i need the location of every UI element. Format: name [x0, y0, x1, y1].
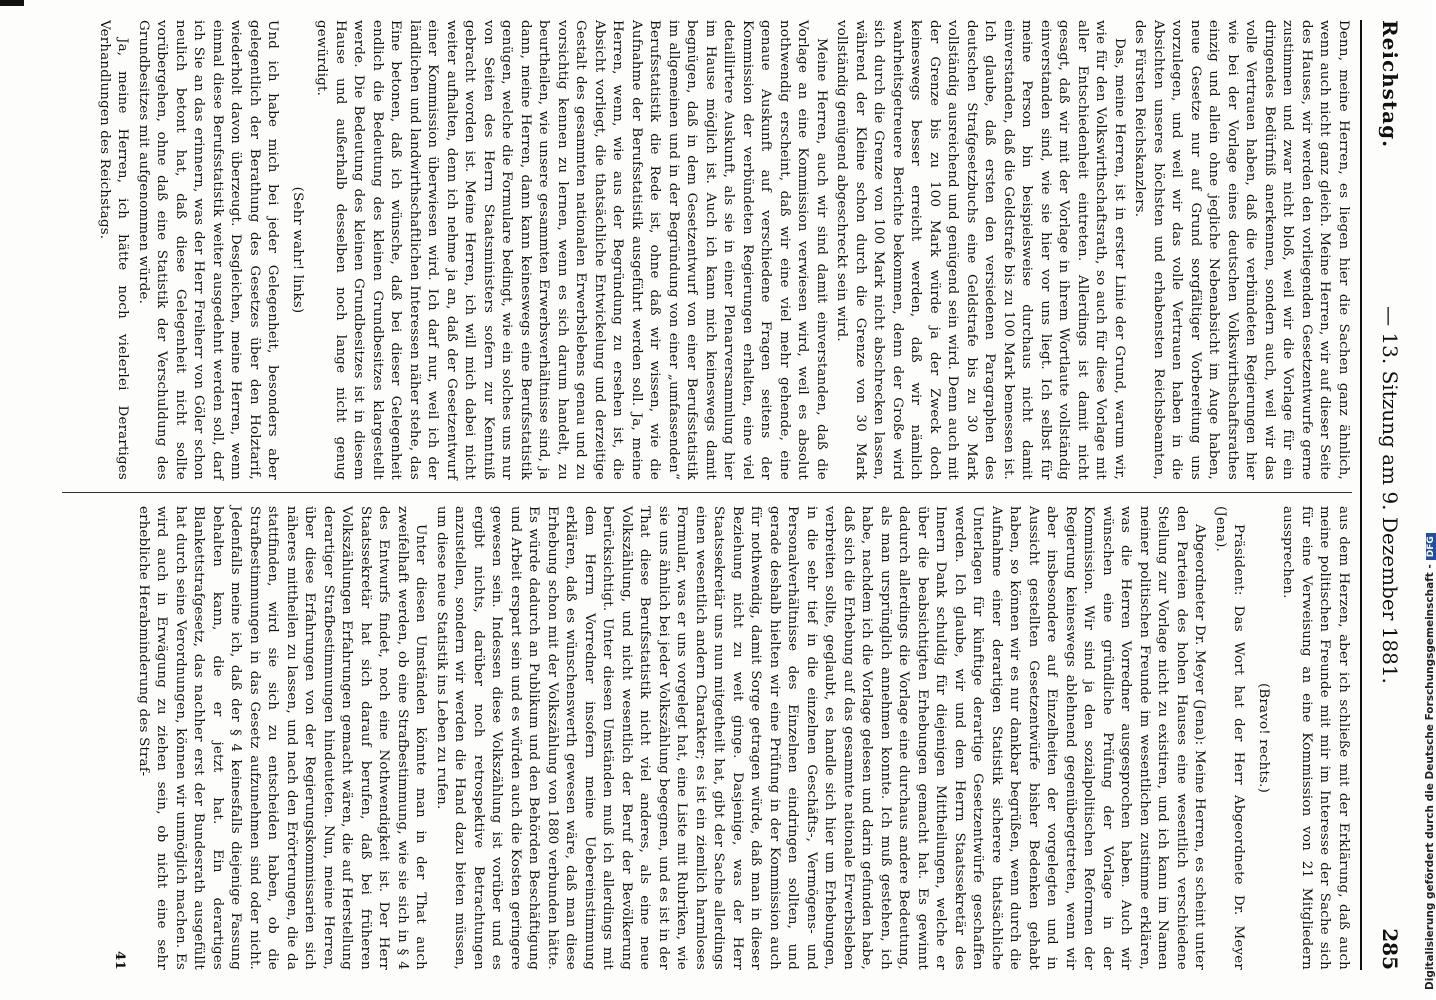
paragraph: aus dem Herzen, aber ich schließe mit der Erklärung, daß auch meine politischen Freunde mit mir im Interesse der Sache sich für eine Verweisung an eine Kommission von 21 Mitgliedern aussprechen.: [1280, 506, 1351, 970]
paragraph: Meine Herren, auch wir sind damit einverstanden, daß die Vorlage an eine Kommission verwiesen wird, weil es absolut nothwendig erscheint, daß wir eine viel mehr gehende, eine genaue Auskunft auf verschiedene Fragen seitens der Kommission der verbündeten Regierungen erhalten, eine viel detaillirtere Auskunft, als sie in einer Plenarversammlung hier im Hause möglich ist. Auch ich kann mich keineswegs damit begnügen, daß in dem Gesetzentwurf von einer Berufsstatistik im allgemeinen und in der Begründung von einer „umfassenden“ Berufsstatistik die Rede ist, ohne daß wir wissen, wie die Aufnahme der Berufsstatistik ausgeführt werden soll. Ja, meine Herren, wenn, wie aus der Begründung zu ersehen ist, die Absicht vorliegt, die thatsächliche Entwickelung und derzeitige Gestalt des gesammten nationalen Erwerbslebens genau und zu vorsichtig kennen zu lernen, wenn es sich darum handelt, zu beurtheilen, wie unsere gesammten Erwerbsverhältnisse sind, ja dann, meine Herren, dann kann keineswegs eine Berufsstatistik genügen, welche die Formulare bedingt, wie ein solches uns nur von Seiten des Herrn Staatsministers sofern zur Kenntniß gebracht worden ist. Meine Herren, ich will mich dabei nicht weiter aufhalten, denn ich nehme ja an, daß der Gesetzentwurf einer Kommission überwiesen wird. Ich darf nur, weil ich der ländlichen und landwirthschaftlichen Interessen näher stehe, das Eine betonen, daß ich wünsche, daß bei dieser Gelegenheit endlich die Bedeutung des kleinen Grundbesitzes klargestellt werde. Die Bedeutung des kleinen Grundbesitzes ist in diesem Hause und außerhalb desselben noch lange nicht genug gewürdigt.: [314, 20, 829, 480]
running-header: [1360, 20, 1408, 970]
header-publication: Reichstag.: [1378, 20, 1402, 149]
paragraph: Unter diesen Umständen könnte man in der That auch zweifelhaft werden, ob eine Strafbestimmung, wie sie sich in § 4 des Entwurfs findet, noch eine Nothwendigkeit ist. Der Herr Staatssekretär hat sich darauf berufen, daß bei früheren Volkszählungen Erfahrungen gemacht wären, die auf Herstellung derartiger Strafbestimmungen hindeuteten. Nun, meine Herren, über diese Erfahrungen von der Regierungskommissarien sich näheres mittheilen zu lassen, und nach den Erörterungen, die da stattfinden, wird sie sich zu entscheiden haben, ob die Strafbestimmungen in das Gesetz aufzunehmen sind oder nicht. Jedenfalls meine ich, daß der § 4 keinesfalls diejenige Fassung behalten kann, die er jetzt hat. Ein derartiges Blankettstrafgesetz, das nachher erst der Bundesrath ausgefüllt hat durch seine Verordnungen, können wir unmöglich machen. Es wird auch in Erwägung zu ziehen sein, ob nicht eine sehr erhebliche Herabminderung des Straf-: [136, 506, 429, 970]
header-session-date: — 13. Sitzung am 9. Dezember 1881.: [1378, 306, 1402, 684]
digitization-credit: [1424, 533, 1436, 990]
column-divider: [62, 492, 1352, 493]
paragraph: Und ich habe mich bei jeder Gelegenheit, besonders aber gelegentlich der Berathung des Gesetzes über den Holztarif, wiederholt davon überzeugt. Desgleichen, meine Herren, wenn einmal diese Berufsstatistik weiter ausgedehnt werden soll, darf ich Sie an das erinnern, was der Herr Freiherr von Göler schon neulich betont hat, daß diese Gelegenheit nicht sollte vorübergehen, ohne daß eine Statistik der Verschuldung des Grundbesitzes mit aufgenommen würde.: [136, 20, 281, 480]
left-column: [62, 20, 1352, 480]
signature-number: 41: [112, 950, 129, 970]
paragraph: Abgeordneter Dr. Meyer (Jena): Meine Herren, es scheint unter den Parteien des hohen Hauses eine wesentlich verschiedene Stellung zur Vorlage nicht zu existiren, und ich kann im Namen meiner politischen Freunde im wesentlichen zustimme erklären, was die Herren Vorredner ausgesprochen haben. Auch wir wünschen eine gründliche Prüfung der Vorlage in der Kommission. Wir sind ja den sozialpolitischen Reformen der Regierung keineswegs ablehnend gegenübergetreten, wenn wir aber insbesondere auf Einzelheiten der vorgelegten und in Aussicht gestellten Gesetzentwürfe bisher Bedenken gehabt haben, so können wir es nur dankbar begrüßen, wenn durch die Aufnahme einer derartigen Statistik sicherere thatsächliche Unterlagen für künftige derartige Gesetzentwürfe geschaffen werden. Ich glaube, wir und dem Herrn Staatssekretär des Innern Dank schuldig für diejenigen Mittheilungen, welche er über die beabsichtigten Erhebungen gemacht hat. Es gewinnt dadurch allerdings die Vorlage eine durchaus andere Bedeutung, als man ursprünglich annehmen konnte. Ich muß gestehen, ich habe, nachdem ich die Vorlage gelesen und darin gefunden habe, daß sich die Erhebung auf das gesammte nationale Erwerbsleben verbreiten sollte, geglaubt, es handle sich hier um Erhebungen, in die sehr tief in die einzelnen Geschäfts-, Vermögens- und Personalverhältnisse des Einzelnen eindringen sollten, und gerade deshalb hielten wir eine Prüfung in der Kommission auch für nothwendig, damit Sorge getragen würde, daß man in dieser Beziehung nicht zu weit ginge. Dasjenige, was der Herr Staatssekretär uns nun mitgetheilt hat, gibt der Sache allerdings einen wesentlich andern Charakter; es ist ein ziemlich harmloses Formular, was er uns vorgelegt hat, eine Liste mit Rubriken, wie sie uns ähnlich bei jeder Volkszählung begegnen, und es ist in der That diese Berufsstatistik nicht viel anderes, als eine neue Volkszählung, und nicht wesentlich der Beruf der Bevölkerung berücksichtigt. Unter diesen Umständen muß ich allerdings mit dem Herrn Vorredner insofern meine Uebereinstimmung erklären, daß es wünschenswerth gewesen wäre, daß man diese Erhebung schon mit der Volkszählung von 1880 verbunden hätte. Es würde dadurch an Publikum und den Behörden Beschäftigung und Arbeit erspart sein und es würden auch die Kosten geringere gewesen sein. Indessen diese Volkszählung ist vorüber und es ergibt nichts, darüber noch retrospektive Betrachtungen anzustellen, sondern wir werden die Hand dazu bieten müssen, um diese neue Statistik ins Leben zu rufen.: [434, 506, 1208, 970]
interjection: (Sehr wahr! links): [290, 186, 305, 314]
paragraph: Denn, meine Herren, es liegen hier die Sachen ganz ähnlich, wenn auch nicht ganz gleich. Meine Herren, wir auf dieser Seite des Hauses, wir werden den vorliegenden Gesetzentwurfe gerne zustimmen und zwar nicht bloß, weil wir die Vorlage für ein dringendes Bedürfniß anerkennen, sondern auch, weil wir das volle Vertrauen haben, daß die verbündeten Regierungen hier wie bei der Vorlage eines deutschen Volkswirthschaftsrathes einzig und allein ohne jegliche Nebenabsicht im Auge haben, neue Gesetze nur auf Grund sorgfältiger Vorbereitung uns vorzulegen, und weil wir das volle Vertrauen haben in die Absichten unseres höchsten und erhabensten Reichsbeamten, des Fürsten Reichskanzlers.: [1132, 20, 1351, 480]
dfg-badge: DFG: [1426, 533, 1436, 560]
scan-corner-mark: [0, 0, 24, 6]
paragraph: Ja, meine Herren, ich hätte noch vielerlei Derartiges Verhandlungen des Reichstags.: [97, 20, 131, 480]
right-column: [62, 506, 1352, 970]
speaker-announcement: Präsident: Das Wort hat der Herr Abgeordnete Dr. Meyer (Jena).: [1213, 506, 1247, 970]
interjection: (Bravo! rechts.): [1256, 682, 1271, 794]
credit-text: Digitalisierung gefördert durch die Deutsche Forschungsgemeinschaft -: [1424, 564, 1436, 990]
rotated-document-page: [48, 6, 1418, 986]
page-number: 285: [1378, 928, 1402, 970]
paragraph: Das, meine Herren, ist in erster Linie der Grund, warum wir, wie für den Volkswirthschaftsrath, so auch für diese Vorlage mit aller Entschiedenheit eintreten. Allerdings ist damit nicht gesagt, daß wir mit der Vorlage in ihrem Wortlaute vollständig einverstanden sind, wie sie hier vor uns liegt. Ich selbst für meine Person bin beispielsweise durchaus nicht damit einverstanden, daß die Geldstrafe bis zu 100 Mark bemessen ist. Ich glaube, daß ersten den versiedenen Paragraphen des deutschen Strafgesetzbuchs eine Geldstrafe bis zu 30 Mark vollständig ausreichend und genügend sein wird. Denn auch mit der Grenze bis zu 100 Mark würde ja der Zweck doch keineswegs besser erreicht werden, daß wir nämlich wahrheitsgetreuere Berichte bekommen, denn der Große wird sich durch die Grenze von 100 Mark nicht abschrecken lassen, während der Kleine schon durch die Grenze von 30 Mark vollständig genügend abgeschreckt sein wird.: [834, 20, 1127, 480]
